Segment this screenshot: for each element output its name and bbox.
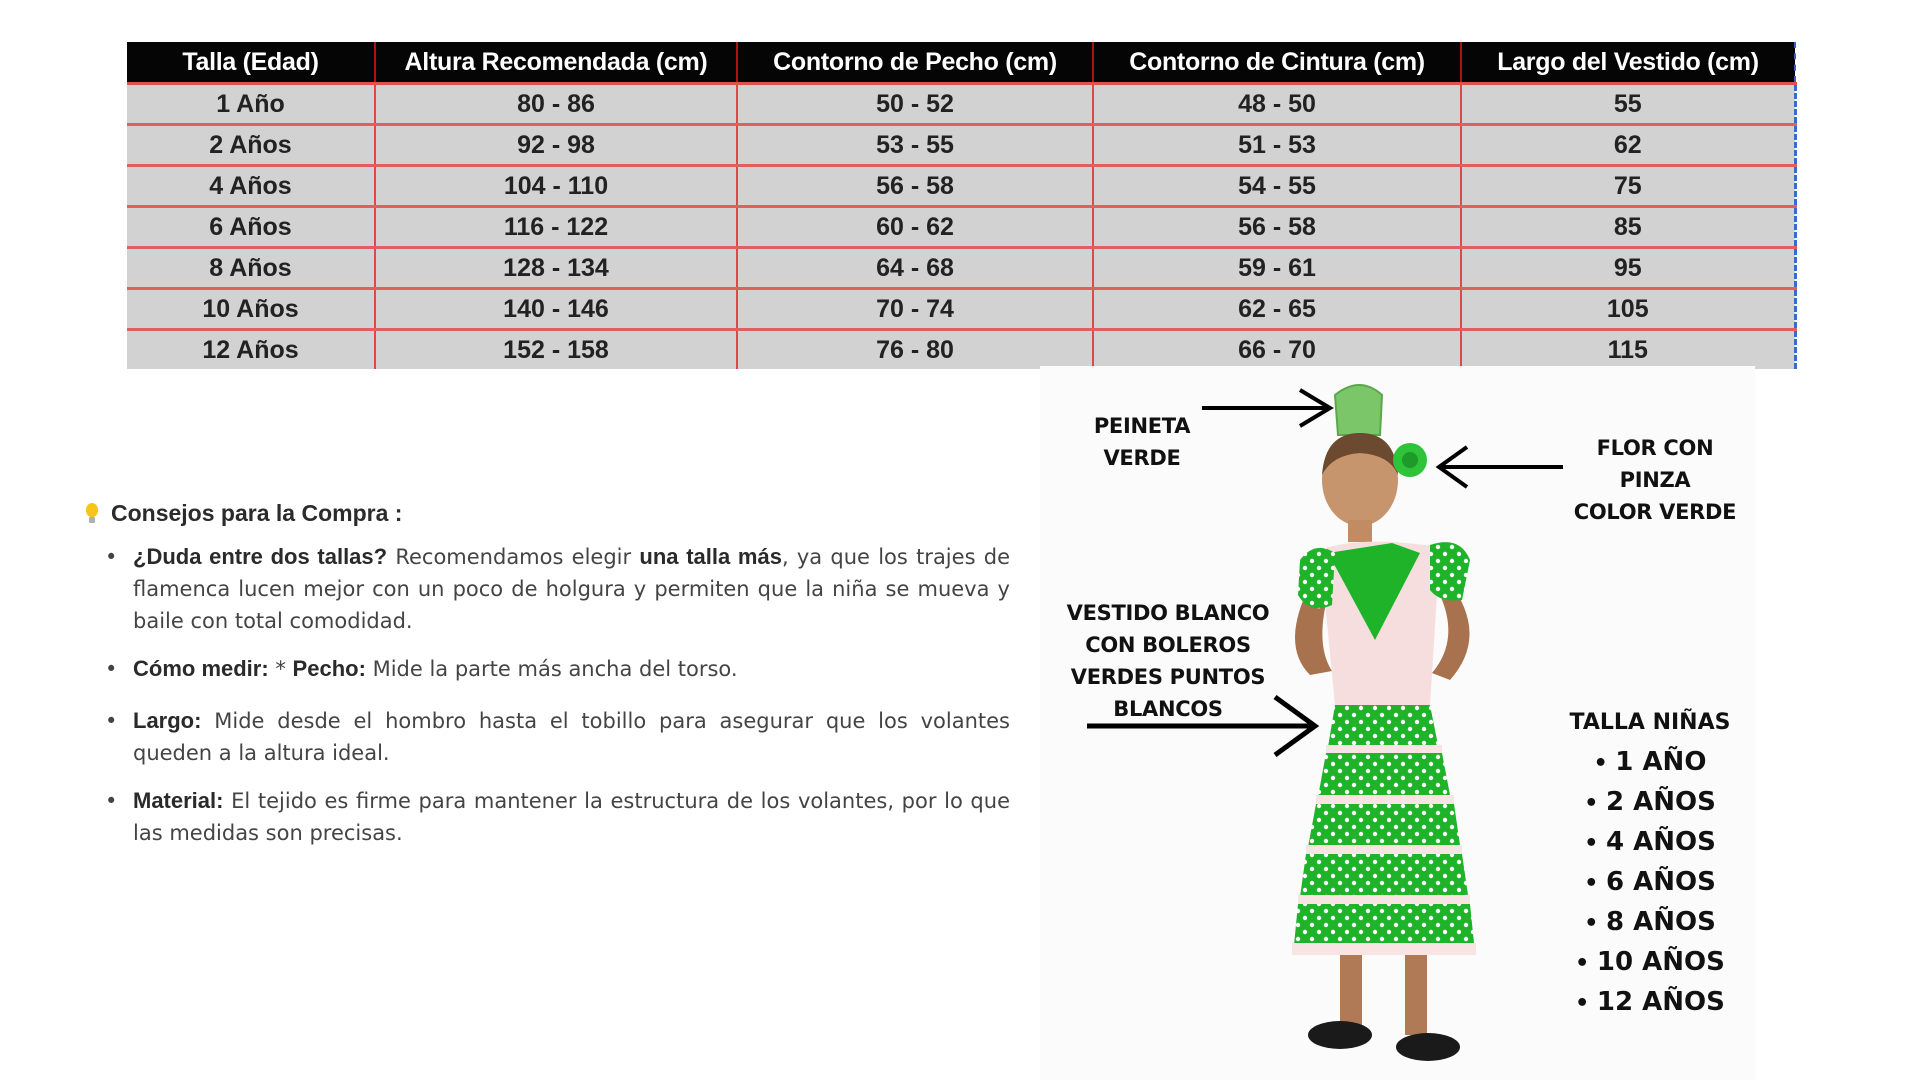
tip-label: Largo: [133,708,202,733]
table-row [127,207,1795,248]
cell-altura: 80 - 86 [375,84,737,125]
cell-pecho: 70 - 74 [737,289,1093,330]
header-largo: Largo del Vestido (cm) [1461,42,1795,84]
cell-altura: 92 - 98 [375,125,737,166]
tip-text: * [268,657,293,681]
table-row [127,125,1795,166]
cell-cintura: 56 - 58 [1093,207,1461,248]
cell-talla: 1 Año [127,84,375,125]
cell-largo: 55 [1461,84,1795,125]
tip-text: Recomendamos elegir [387,545,640,569]
label-flor-line2: COLOR VERDE [1573,500,1737,524]
tip-label: ¿Duda entre dos tallas? [133,544,388,569]
tip-label: Cómo medir: [133,656,269,681]
cell-altura: 152 - 158 [375,330,737,370]
purchase-tips [85,500,1010,865]
cell-pecho: 60 - 62 [737,207,1093,248]
cell-pecho: 50 - 52 [737,84,1093,125]
cell-cintura: 66 - 70 [1093,330,1461,370]
table-row [127,166,1795,207]
tip-text: , ya que los trajes de flamenca lucen mejor con un poco de holgura y permiten que la niña se mueva y baile con total comodidad. [133,545,1010,633]
tips-list [85,541,1010,849]
cell-altura: 128 - 134 [375,248,737,289]
cell-cintura: 59 - 61 [1093,248,1461,289]
table-row [127,289,1795,330]
tip-label: Material: [133,788,224,813]
cell-pecho: 76 - 80 [737,330,1093,370]
tip-item [105,705,1010,769]
header-cintura: Contorno de Cintura (cm) [1093,42,1461,84]
cell-largo: 75 [1461,166,1795,207]
size-item: • 2 AÑOS [1555,783,1745,823]
tip-text: Mide la parte más ancha del torso. [365,657,738,681]
tip-item [105,785,1010,849]
lightbulb-icon [85,503,99,525]
tips-title-text: Consejos para la Compra : [111,500,403,526]
label-flor [1560,432,1750,528]
cell-altura: 104 - 110 [375,166,737,207]
cell-largo: 105 [1461,289,1795,330]
label-vestido [1058,597,1278,725]
table-header-row [127,42,1795,84]
tip-text: Mide desde el hombro hasta el tobillo para asegurar que los volantes queden a la altura ideal. [133,709,1010,765]
cell-talla: 2 Años [127,125,375,166]
sizes-list [1555,743,1745,1023]
cell-talla: 6 Años [127,207,375,248]
cell-altura: 140 - 146 [375,289,737,330]
cell-pecho: 56 - 58 [737,166,1093,207]
table-row [127,248,1795,289]
cell-cintura: 54 - 55 [1093,166,1461,207]
label-flor-line1: FLOR CON PINZA [1596,436,1714,492]
cell-largo: 85 [1461,207,1795,248]
size-item: • 10 AÑOS [1555,943,1745,983]
cell-talla: 8 Años [127,248,375,289]
label-vestido-line1: VESTIDO BLANCO [1066,601,1270,625]
size-item: • 1 AÑO [1555,743,1745,783]
header-talla: Talla (Edad) [127,42,375,84]
label-peineta: PEINETA VERDE [1093,414,1191,470]
tips-heading [85,500,1010,527]
cell-altura: 116 - 122 [375,207,737,248]
cell-pecho: 64 - 68 [737,248,1093,289]
tip-emphasis: una talla más [639,544,782,569]
tip-item [105,541,1010,637]
cell-talla: 12 Años [127,330,375,370]
header-altura: Altura Recomendada (cm) [375,42,737,84]
cell-cintura: 62 - 65 [1093,289,1461,330]
table-row [127,330,1795,370]
cell-talla: 4 Años [127,166,375,207]
cell-cintura: 48 - 50 [1093,84,1461,125]
arrow-left-icon [1435,445,1565,489]
cell-largo: 115 [1461,330,1795,370]
size-chart-table [127,42,1797,369]
size-item: • 6 AÑOS [1555,863,1745,903]
tip-emphasis: Pecho: [292,656,366,681]
table-row [127,84,1795,125]
cell-talla: 10 Años [127,289,375,330]
tip-text: El tejido es firme para mantener la estructura de los volantes, por lo que las medidas son precisas. [133,789,1010,845]
size-item: • 12 AÑOS [1555,983,1745,1023]
cell-cintura: 51 - 53 [1093,125,1461,166]
cell-largo: 95 [1461,248,1795,289]
label-vestido-line2: CON BOLEROS [1085,633,1251,657]
label-vestido-line3: VERDES PUNTOS [1070,665,1266,689]
cell-largo: 62 [1461,125,1795,166]
available-sizes [1555,710,1745,1023]
cell-pecho: 53 - 55 [737,125,1093,166]
size-item: • 8 AÑOS [1555,903,1745,943]
label-vestido-line4: BLANCOS [1113,697,1223,721]
header-pecho: Contorno de Pecho (cm) [737,42,1093,84]
tip-item [105,653,1010,685]
size-item: • 4 AÑOS [1555,823,1745,863]
sizes-title: TALLA NIÑAS [1569,710,1731,735]
